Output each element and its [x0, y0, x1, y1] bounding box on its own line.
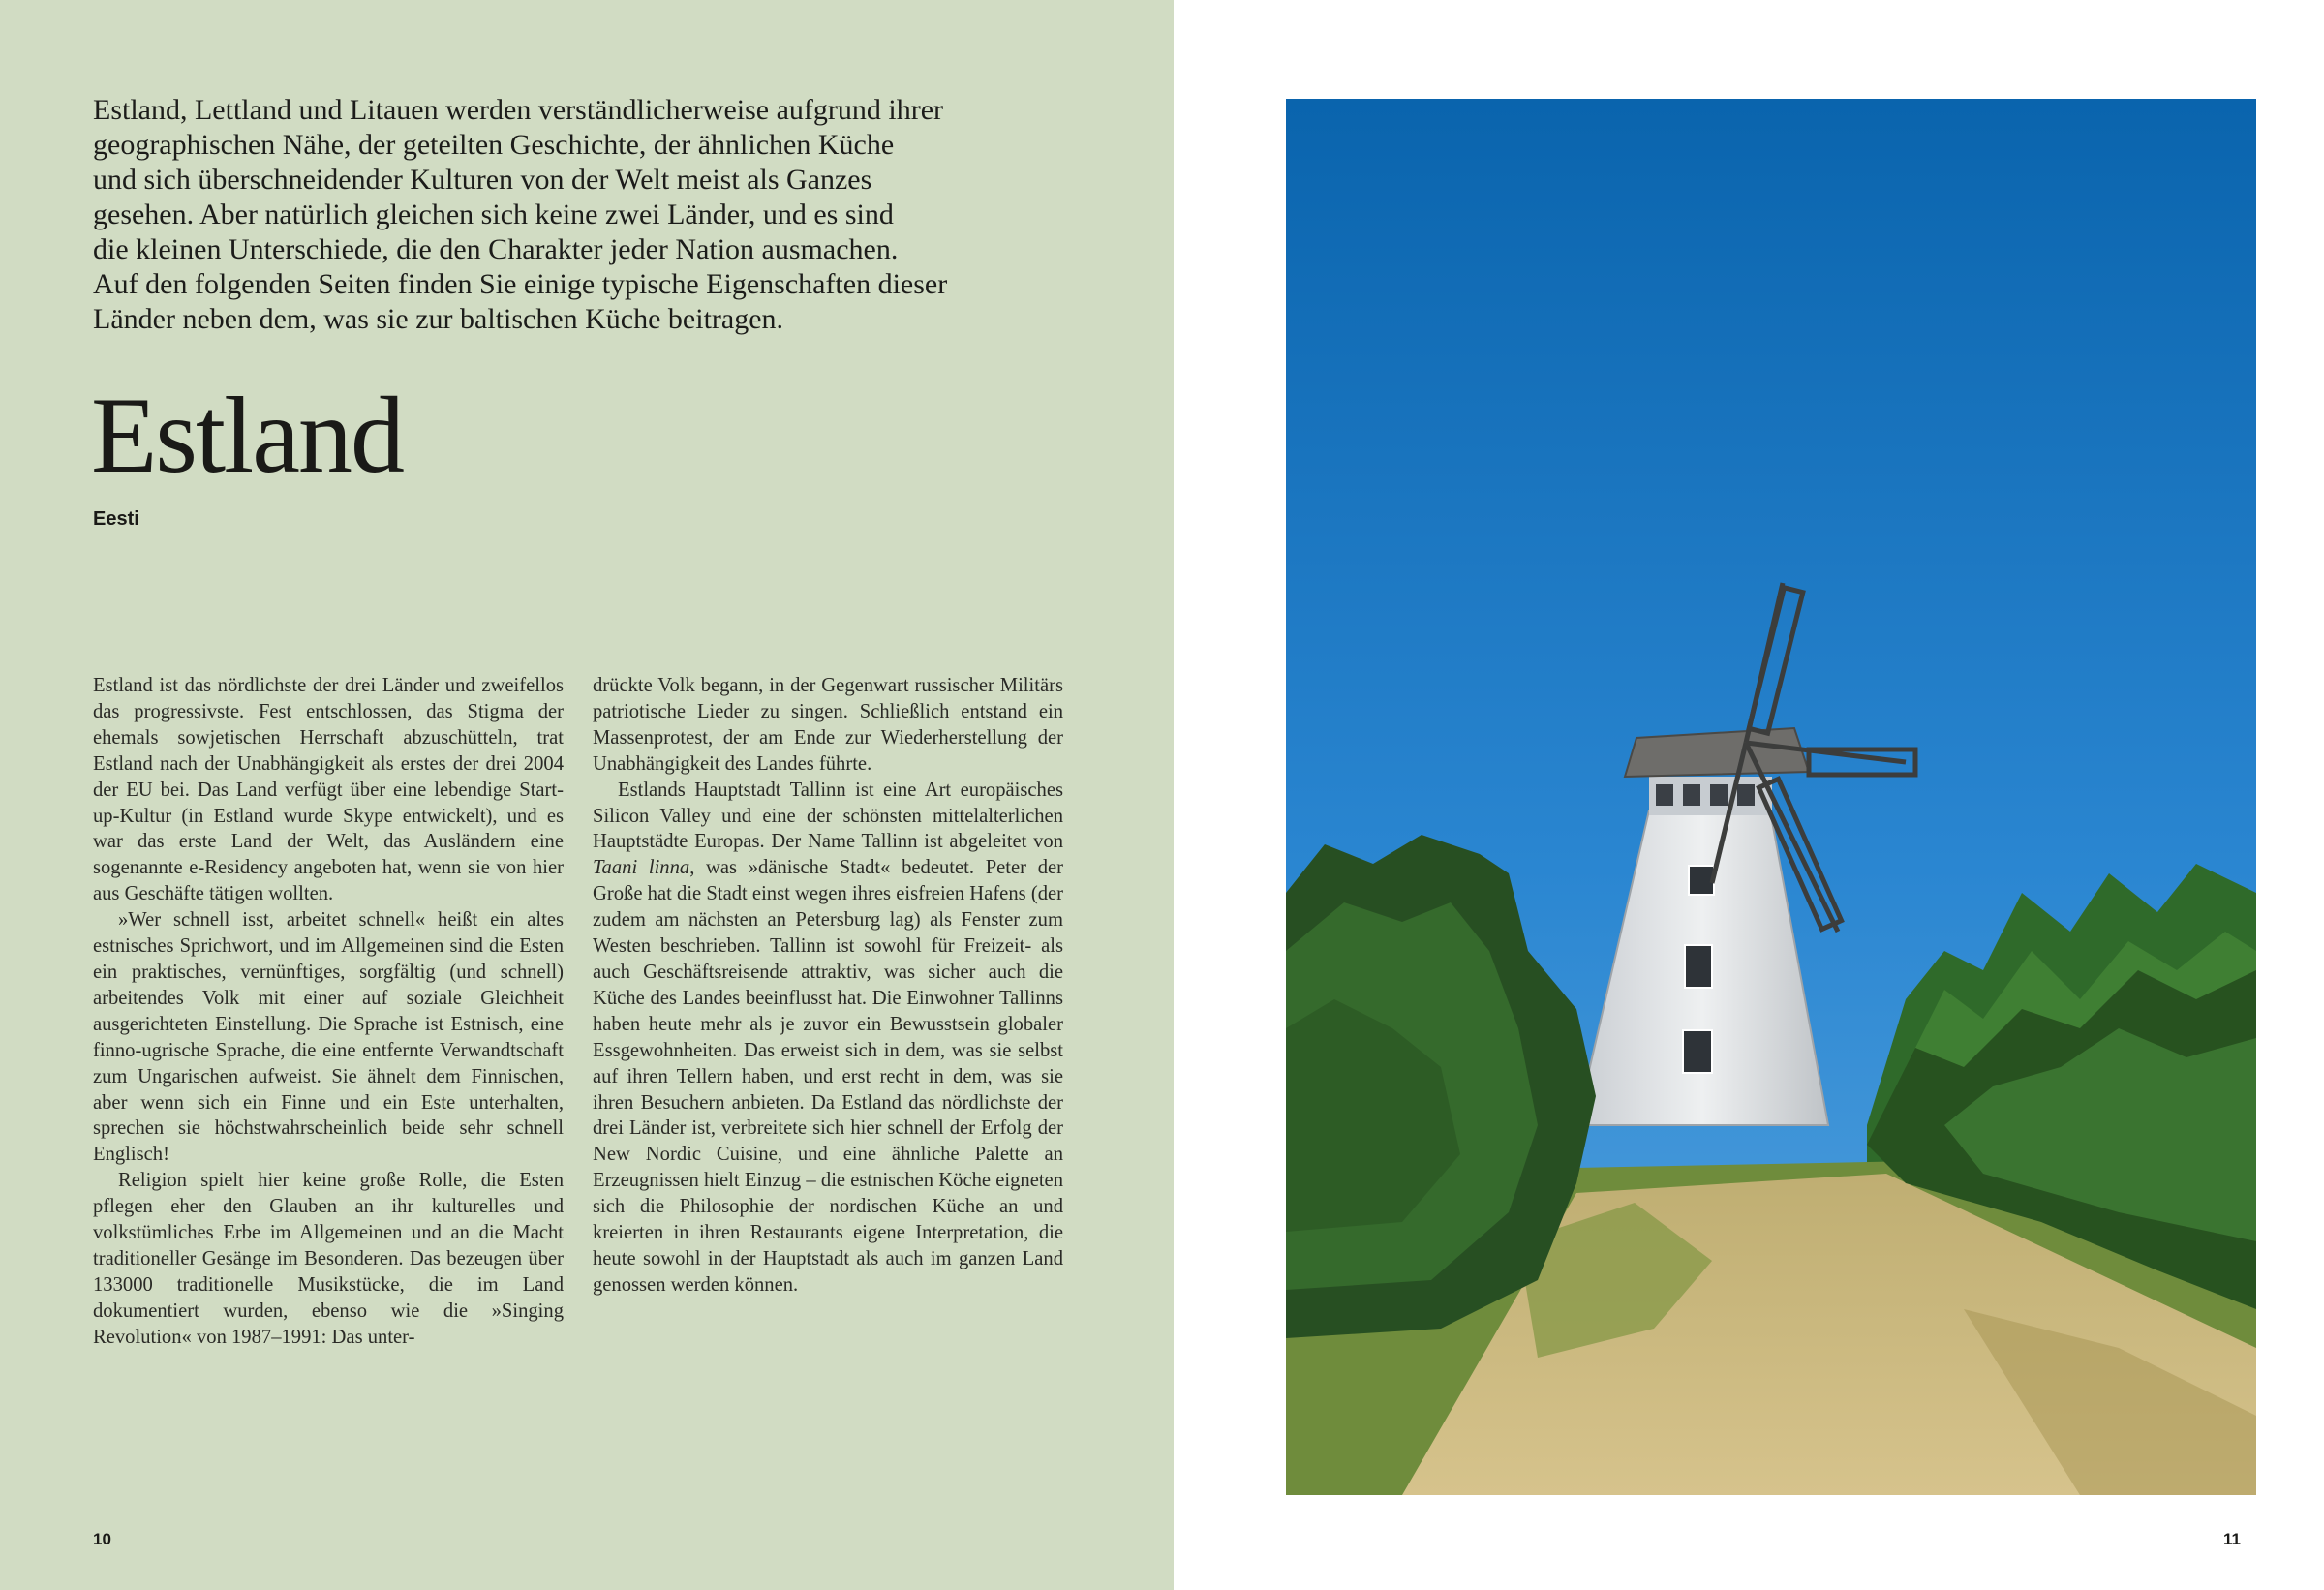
body-column-left	[93, 673, 564, 1351]
body-text: , was »dänische Stadt« bedeutet. Peter der Große hat die Stadt einst wegen ihres eisfreien Hafens (der zudem am nächsten an Petersburg lag) als Fenster zum Westen beschrieben. Tallinn ist sowohl für Freizeit- als auch Geschäftsreisende attraktiv, was sicher auch die Küche des Landes beeinflusst hat. Die Einwohner Tallinns haben heute mehr als je zuvor ein Bewusstsein globaler Essgewohnheiten. Das erweist sich in dem, was sie selbst auf ihren Tellern haben, und erst recht in dem, was sie ihren Besuchern anbieten. Da Estland das nördlichste der drei Länder ist, verbreitete sich hier schnell der Erfolg der New Nordic Cuisine, und eine ähnliche Palette an Erzeugnissen hielt Einzug – die estnischen Köche eigneten sich die Philosophie der nordischen Küche an und kreierten in ihren Restaurants eigene Interpretation, die heute sowohl in der Hauptstadt als auch im ganzen Land genossen werden können.	[593, 857, 1063, 1296]
intro-line: Estland, Lettland und Litauen werden verständlicherweise aufgrund ihrer	[93, 94, 944, 126]
intro-line: Länder neben dem, was sie zur baltischen Küche beitragen.	[93, 303, 784, 335]
intro-line: geographischen Nähe, der geteilten Geschichte, der ähnlichen Küche	[93, 129, 895, 161]
intro-line: und sich überschneidender Kulturen von der Welt meist als Ganzes	[93, 164, 872, 196]
chapter-title: Estland	[91, 376, 403, 496]
italic-term: Taani linna	[593, 857, 690, 879]
intro-line: die kleinen Unterschiede, die den Charakter jeder Nation ausmachen.	[93, 233, 899, 265]
body-paragraph: drückte Volk begann, in der Gegenwart russischer Militärs patriotische Lieder zu singen. Schließlich entstand ein Massenprotest, der am Ende zur Wiederherstellung der Unabhängigkeit des Landes führte.	[593, 675, 1063, 775]
body-paragraph	[593, 778, 1063, 1299]
body-paragraph: Estland ist das nördlichste der drei Länder und zweifellos das progressivste. Fest entschlossen, das Stigma der ehemals sowjetischen Herrschaft abzuschütteln, trat Estland nach der Unabhängigkeit als erstes der drei 2004 der EU bei. Das Land verfügt über eine lebendige Start-up-Kultur (in Estland wurde Skype entwickelt), und es war das erste Land der Welt, das Ausländern eine sogenannte e-Residency angeboten hat, wenn sie von hier aus Geschäfte tätigen wollten.	[93, 675, 564, 905]
windmill-photo	[1286, 99, 2256, 1495]
page-number-right: 11	[2223, 1530, 2241, 1548]
intro-paragraph	[93, 93, 1023, 337]
page-number-left: 10	[93, 1530, 111, 1548]
intro-line: gesehen. Aber natürlich gleichen sich keine zwei Länder, und es sind	[93, 199, 894, 230]
body-paragraph: Religion spielt hier keine große Rolle, die Esten pflegen eher den Glauben an ihr kulturelles und volkstümliches Erbe im Allgemeinen und an die Macht traditioneller Gesänge im Besonderen. Das bezeugen über 133000 traditionelle Musikstücke, die im Land dokumentiert wurden, ebenso wie die »Singing Revolution« von 1987–1991: Das unter-	[93, 1170, 564, 1348]
intro-line: Auf den folgenden Seiten finden Sie einige typische Eigenschaften dieser	[93, 268, 948, 300]
body-column-right	[593, 673, 1063, 1299]
body-text: Estlands Hauptstadt Tallinn ist eine Art europäisches Silicon Valley und eine der schönsten mittelalterlichen Hauptstädte Europas. Der Name Tallinn ist abgeleitet von	[593, 779, 1063, 853]
body-paragraph: »Wer schnell isst, arbeitet schnell« heißt ein altes estnisches Sprichwort, und im Allgemeinen sind die Esten ein praktisches, vernünftiges, sorgfältig (und schnell) arbeitendes Volk mit einer auf soziale Gleichheit ausgerichteten Einstellung. Die Sprache ist Estnisch, eine finno-ugrische Sprache, die eine entfernte Verwandtschaft zum Ungarischen aufweist. Sie ähnelt dem Finnischen, aber wenn sich ein Finne und ein Este unterhalten, sprechen sie höchstwahrscheinlich beide sehr schnell Englisch!	[93, 909, 564, 1166]
native-country-name: Eesti	[93, 508, 139, 530]
